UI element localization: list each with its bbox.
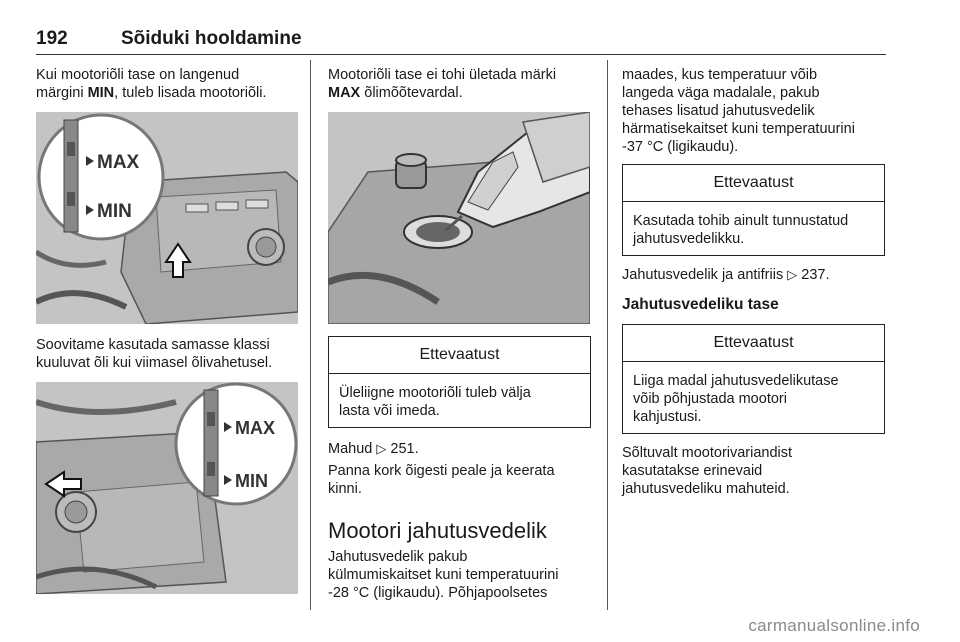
page-title: Sõiduki hooldamine (121, 28, 302, 49)
fig2-max-label: MAX (235, 418, 275, 438)
col2-paragraph-1: Mootoriõli tase ei tohi ületada märki MAX õlimõõtevardal. (328, 67, 557, 101)
warning-box-low-coolant (622, 324, 885, 434)
fig1-max-label: MAX (97, 152, 140, 173)
min-mark-text: MIN (87, 85, 115, 101)
warning-box-approved-coolant (622, 164, 885, 256)
oil-filling-illustration (328, 112, 590, 324)
page-reference-icon: ▷ (376, 442, 387, 457)
fig1-min-label: MIN (97, 201, 132, 222)
warning-title: Ettevaatust (623, 325, 884, 362)
col3-paragraph-2: Sõltuvalt mootorivariandist kasutatakse erinevaid jahutusvedeliku mahuteid. (622, 445, 793, 497)
column-divider-2 (607, 60, 608, 610)
watermark-text: carmanualsonline.info (748, 616, 920, 635)
warning-text: Kasutada tohib ainult tunnustatud jahutusvedelikku. (633, 213, 849, 247)
col3-paragraph-1: maades, kus temperatuur võib langeda väga madalale, pakub tehases lisatud jahutusvedelik härmatisekaitset kuni temperatuurini -37 °C (ligikaudu). (622, 67, 855, 155)
warning-text: Liiga madal jahutusvedelikutase võib põhjustada mootori kahjustusi. (633, 373, 839, 425)
col1-paragraph-2: Soovitame kasutada samasse klassi kuuluvat õli kui viimasel õlivahetusel. (36, 337, 273, 371)
warning-title: Ettevaatust (329, 337, 590, 374)
capacity-reference: Mahud ▷ 251. (328, 441, 419, 457)
warning-box-oil-excess (328, 336, 591, 428)
antifreeze-page-link[interactable]: 237. (801, 267, 830, 283)
section-heading-coolant: Mootori jahutusvedelik (328, 518, 547, 543)
capacity-page-link[interactable]: 251. (390, 441, 419, 457)
subheading-coolant-level: Jahutusvedeliku tase (622, 296, 779, 313)
coolant-antifreeze-reference: Jahutusvedelik ja antifriis ▷ 237. (622, 267, 830, 283)
cap-instruction: Panna kork õigesti peale ja keerata kinni. (328, 463, 555, 497)
fig2-min-label: MIN (235, 471, 268, 491)
warning-title: Ettevaatust (623, 165, 884, 202)
page-header (36, 28, 886, 55)
warning-text: Üleliigne mootoriõli tuleb välja lasta või imeda. (339, 385, 531, 419)
max-mark-text: MAX (328, 85, 361, 101)
page-reference-icon: ▷ (787, 268, 798, 283)
dipstick-illustration-1 (36, 112, 298, 324)
col2-paragraph-coolant: Jahutusvedelik pakub külmumiskaitset kuni temperatuurini -28 °C (ligikaudu). Põhjapoolsetes (328, 549, 559, 601)
column-divider-1 (310, 60, 311, 610)
col1-paragraph-1: Kui mootoriõli tase on langenud märgini MIN, tuleb lisada mootoriõli. (36, 67, 267, 101)
dipstick-illustration-2 (36, 382, 298, 594)
page-number: 192 (36, 28, 68, 49)
